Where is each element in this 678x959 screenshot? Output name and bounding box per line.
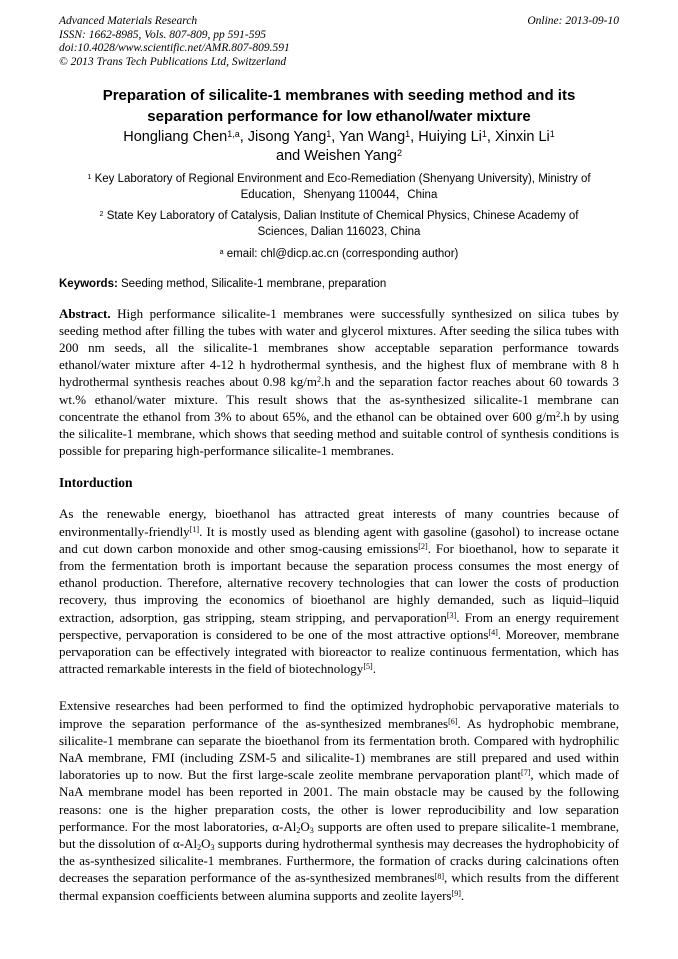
authors-line-2: and Weishen Yang$^2$: [276, 147, 402, 164]
affiliation-1: [59, 172, 619, 203]
affiliation-2-line-2: Sciences, Dalian 116023, China: [257, 225, 421, 238]
affiliation-1-line-2: Education，Shenyang 110044，China: [240, 188, 438, 201]
introduction-paragraph-2: Extensive researches had been performed to find the optimized hydrophobic pervaporative materials to improve the separation performance of the as-synthesized membranes[6]. As hydrophobic membrane, silicalite-1 membrane can separate the bioethanol from its fermentation broth. Compared with hydrophilic NaA membrane, FMI (including ZSM-5 and silicalite-1) membranes are still prepared and used within laboratories up to now. But the first large-scale zeolite membrane pervaporation plant[7], which made of NaA membrane model has been reported in 2001. The main obstacle may be caused by the following reasons: one is the higher preparation costs, the other is lower reproducibility and low separation performance. For the most laboratories, $\alpha-Al_2O_3$ supports are often used to prepare silicalite-1 membrane, but the dissolution of $\alpha-Al_2O_3$ supports during hydrothermal synthesis may decreases the hydrophobicity of the as-synthesized silicalite-1 membranes. Furthermore, the formation of cracks during calcinations often decreases the separation performance of the as-synthesized membranes[8], which results from the different thermal expansion coefficients between alumina supports and zeolite layers[9].: [59, 698, 620, 903]
paper-title-line-1: Preparation of silicalite-1 membranes with seeding method and its: [102, 87, 576, 104]
online-date: Online: 2013-09-10: [527, 15, 619, 27]
journal-header: [59, 15, 619, 69]
abstract-paragraph: Abstract. High performance silicalite-1 membranes were successfully synthesized on silica tubes by seeding method after filling the tubes with water and glycerol mixtures. After seeding the silica tubes with 200 nm seeds, all the silicalite-1 membranes show acceptable separation performance towards ethanol/water mixture after 4-12 h hydrothermal synthesis, and the highest flux of membrane with 8 h hydrothermal synthesis reaches about 0.98 $kg/m^2.h$ and the separation factor reaches about 60 towards 3 wt.% ethanol/water mixture. This result shows that the as-synthesized silicalite-1 membrane can concentrate the ethanol from 3% to about 65%, and the ethanol can be obtained over 600 $g/m^2.h$ by using the silicalite-1 membrane, which shows that seeding method and suitable control of synthesis conditions is possible for preparing high-performance silicalite-1 membranes.: [59, 305, 619, 459]
paper-title: [59, 85, 619, 127]
issn-line: ISSN: 1662-8985, Vols. 807-809, pp 591-595: [59, 28, 266, 41]
affiliation-2-line-1: $^2$ State Key Laboratory of Catalysis, Dalian Institute of Chemical Physics, Chinese Academy of: [99, 209, 579, 222]
introduction-paragraph-1: As the renewable energy, bioethanol has attracted great interests of many countries because of environmentally-friendly[1]. It is mostly used as blending agent with gasoline (gasohol) to increase octane and cut down carbon monoxide and other smog-causing emissions[2]. For bioethanol, how to separate it from the fermentation broth is important because the separation process consumes the most energy of ethanol production. Therefore, alternative recovery technologies that can lower the costs of production recovery, thus improving the economics of bioethanol are highly demanded, such as liquid–liquid extraction, adsorption, gas stripping, steam stripping, and pervaporation[3]. From an energy requirement perspective, pervaporation is considered to be one of the most attractive options[4]. Moreover, membrane pervaporation can be effectively integrated with bioreactor to realize continuous fermentation, which has attracted remarkable interests in the field of biotechnology[5].: [59, 506, 619, 677]
paper-title-line-2: separation performance for low ethanol/water mixture: [147, 108, 531, 125]
authors-line-1: Hongliang Chen$^{1,a}$, Jisong Yang$^1$, Yan Wang$^1$, Huiying Li$^1$, Xinxin Li$^1$: [123, 128, 555, 145]
page-content: [59, 15, 619, 904]
journal-header-left: [59, 15, 290, 69]
affiliation-2: [59, 209, 619, 240]
copyright-line: © 2013 Trans Tech Publications Ltd, Switzerland: [59, 55, 287, 68]
affiliation-1-line-1: $^1$ Key Laboratory of Regional Environment and Eco-Remediation (Shenyang University), Ministry of: [87, 172, 591, 185]
doi-line: doi:10.4028/www.scientific.net/AMR.807-809.591: [59, 42, 290, 54]
corresponding-email-line: $^a$ email: chl@dicp.ac.cn (corresponding author): [219, 247, 459, 260]
authors-block: [59, 128, 619, 166]
section-heading-introduction: Intorduction: [59, 475, 133, 491]
keywords-line: Keywords: Seeding method, Silicalite-1 membrane, preparation: [59, 277, 387, 290]
journal-name: Advanced Materials Research: [59, 15, 198, 27]
